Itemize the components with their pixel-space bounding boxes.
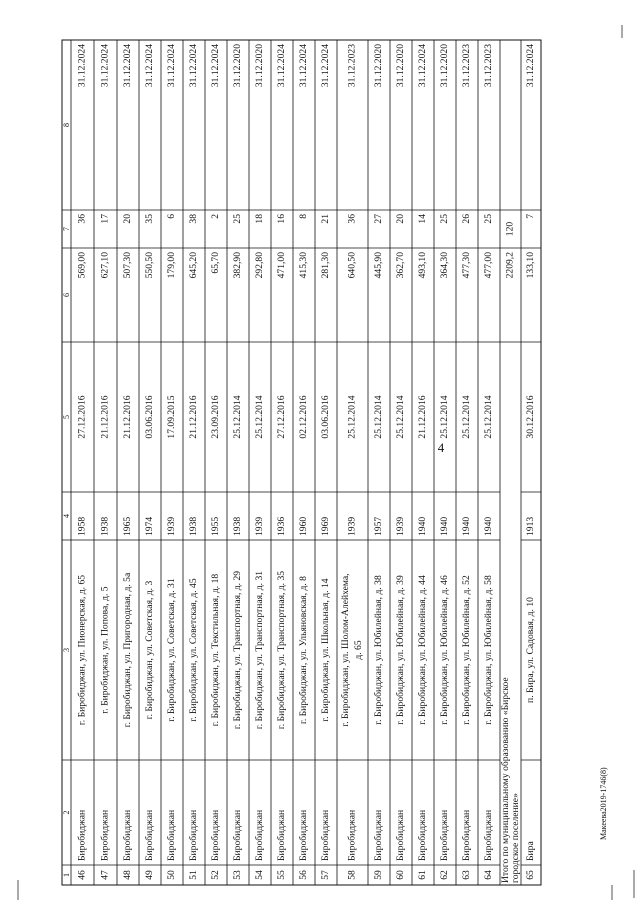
cell-area: 445,90 — [373, 252, 385, 279]
subtotal-residents: 120 — [504, 221, 516, 237]
cell-deadline: 31.12.2024 — [166, 44, 178, 88]
cell-year: 1957 — [373, 516, 385, 536]
cell-settlement: Биробиджан — [276, 809, 288, 861]
cell-deadline: 31.12.2024 — [144, 44, 156, 88]
cell-number: 55 — [276, 870, 288, 880]
cell-year: 1938 — [99, 516, 111, 536]
cell-number: 53 — [232, 870, 244, 880]
cell-residents: 21 — [320, 214, 332, 224]
cell-area: 645,20 — [188, 252, 200, 279]
cell-date: 02.12.2016 — [298, 395, 310, 439]
cell-settlement: Биробиджан — [188, 809, 200, 861]
cell-residents: 36 — [346, 214, 358, 224]
cell-deadline: 31.12.2020 — [373, 44, 385, 88]
cell-area: 507,30 — [122, 252, 134, 279]
cell-settlement: Биробиджан — [166, 809, 178, 861]
cell-address: г. Биробиджан, ул. Юбилейная, д. 39 — [395, 575, 407, 725]
cell-year: 1974 — [144, 516, 156, 536]
cell-area: 65,70 — [210, 252, 222, 274]
cell-deadline: 31.12.2024 — [210, 44, 222, 88]
header-cell: 1 — [61, 873, 71, 877]
subtotal-label-line: городское поселение» — [510, 793, 522, 883]
cell-number: 57 — [320, 870, 332, 880]
cell-area: 477,30 — [461, 252, 473, 279]
header-cell: 2 — [61, 810, 71, 815]
cell-address: г. Биробиджан, ул. Пионерская, д. 65 — [76, 574, 88, 726]
cell-area: 292,80 — [254, 252, 266, 279]
cell-deadline: 31.12.2023 — [461, 44, 473, 88]
cell-year: 1940 — [417, 516, 429, 536]
cell-area: 627,10 — [99, 252, 111, 279]
cell-address-line: г. Биробиджан, ул. Шолом-Алейхема, — [340, 573, 352, 727]
cell-deadline: 31.12.2024 — [76, 44, 88, 88]
cell-year: 1938 — [232, 516, 244, 536]
cell-settlement: Биробиджан — [210, 809, 222, 861]
cell-deadline: 31.12.2020 — [439, 44, 451, 88]
cell-year: 1958 — [76, 516, 88, 536]
cell-address: г. Биробиджан, ул. Юбилейная, д. 38 — [373, 575, 385, 725]
cell-residents: 20 — [395, 214, 407, 224]
cell-residents: 14 — [417, 214, 429, 224]
cell-residents: 25 — [483, 214, 495, 224]
cell-area: 179,00 — [166, 252, 178, 279]
cell-area: 415,30 — [298, 252, 310, 279]
cell-settlement: Биробиджан — [395, 809, 407, 861]
cell-date: 03.06.2016 — [144, 395, 156, 439]
header-cell: 8 — [61, 123, 71, 127]
cell-settlement: Биробиджан — [99, 809, 111, 861]
cell-deadline: 31.12.2024 — [122, 44, 134, 88]
cell-year: 1965 — [122, 516, 134, 536]
rotated-table — [62, 40, 541, 885]
cell-address: г. Биробиджан, ул. Юбилейная, д. 52 — [461, 575, 473, 725]
cell-number: 47 — [99, 870, 111, 880]
cell-number: 48 — [122, 870, 134, 880]
cell-settlement: Биробиджан — [417, 809, 429, 861]
cell-address: г. Биробиджан, ул. Юбилейная, д. 44 — [417, 575, 429, 725]
cell-number: 50 — [166, 870, 178, 880]
cell-date: 25.12.2014 — [461, 395, 473, 439]
cell-residents: 27 — [373, 214, 385, 224]
cell-deadline: 31.12.2020 — [232, 44, 244, 88]
cell-number: 52 — [210, 870, 222, 880]
cell-deadline: 31.12.2020 — [254, 44, 266, 88]
cell-number: 60 — [395, 870, 407, 880]
header-cell: 7 — [61, 227, 71, 231]
cell-address: г. Биробиджан, ул. Ульяновская, д. 8 — [298, 576, 310, 724]
cell-area: 640,50 — [346, 252, 358, 279]
cell-address: г. Биробиджан, ул. Советская, д. 3 — [144, 580, 156, 720]
cell-date: 25.12.2014 — [254, 395, 266, 439]
cell-settlement: Биробиджан — [320, 809, 332, 861]
cell-residents: 17 — [99, 214, 111, 224]
cell-year: 1939 — [254, 516, 266, 536]
cell-date: 30.12.2016 — [525, 395, 537, 439]
cell-settlement: Биробиджан — [122, 809, 134, 861]
cell-number: 65 — [525, 870, 537, 880]
cell-settlement: Биробиджан — [232, 809, 244, 861]
cell-address: г. Биробиджан, ул. Советская, д. 31 — [166, 578, 178, 722]
cell-residents: 7 — [525, 214, 537, 219]
cell-address: г. Биробиджан, ул. Пригородная, д. 5а — [122, 572, 134, 728]
header-cell: 6 — [61, 293, 71, 297]
cell-year: 1940 — [461, 516, 473, 536]
footer-code: Макеева2019-1746(8) — [599, 767, 608, 840]
cell-residents: 38 — [188, 214, 200, 224]
cell-address: г. Биробиджан, ул. Советская, д. 45 — [188, 578, 200, 722]
cell-address: г. Биробиджан, ул. Транспортная, д. 29 — [232, 570, 244, 730]
cell-date: 25.12.2014 — [232, 395, 244, 439]
cell-year: 1955 — [210, 516, 222, 536]
cell-area: 477,00 — [483, 252, 495, 279]
cell-area: 471,00 — [276, 252, 288, 279]
cell-year: 1940 — [439, 516, 451, 536]
cell-date: 17.09.2015 — [166, 395, 178, 439]
cell-residents: 8 — [298, 214, 310, 219]
cell-residents: 6 — [166, 214, 178, 219]
cell-year: 1940 — [483, 516, 495, 536]
subtotal-label-line: Итого по муниципальному образованию «Бирское — [500, 677, 512, 883]
cell-number: 51 — [188, 870, 200, 880]
cell-number: 59 — [373, 870, 385, 880]
cell-area: 281,30 — [320, 252, 332, 279]
cell-date: 21.12.2016 — [99, 395, 111, 439]
cell-number: 54 — [254, 870, 266, 880]
cell-address: п. Бира, ул. Садовая, д. 10 — [525, 597, 537, 703]
cell-residents: 18 — [254, 214, 266, 224]
cell-date: 25.12.2014 — [439, 395, 451, 439]
cell-date: 25.12.2014 — [346, 395, 358, 439]
cell-year: 1939 — [166, 516, 178, 536]
cell-address: г. Биробиджан, ул. Юбилейная, д. 58 — [483, 575, 495, 725]
cell-residents: 25 — [232, 214, 244, 224]
cell-number: 63 — [461, 870, 473, 880]
cell-address: г. Биробиджан, ул. Юбилейная, д. 46 — [439, 575, 451, 725]
cell-number: 49 — [144, 870, 156, 880]
cell-deadline: 31.12.2023 — [483, 44, 495, 88]
cell-settlement: Биробиджан — [76, 809, 88, 861]
cell-address: г. Биробиджан, ул. Текстильная, д. 18 — [210, 573, 222, 727]
cell-settlement: Биробиджан — [298, 809, 310, 861]
cell-address: г. Биробиджан, ул. Транспортная, д. 35 — [276, 570, 288, 730]
cell-year: 1938 — [188, 516, 200, 536]
cell-year: 1913 — [525, 516, 537, 536]
cell-number: 62 — [439, 870, 451, 880]
cell-deadline: 31.12.2024 — [99, 44, 111, 88]
cell-address: г. Биробиджан, ул. Школьная, д. 14 — [320, 578, 332, 722]
header-cell: 5 — [61, 415, 71, 419]
cell-deadline: 31.12.2023 — [346, 44, 358, 88]
cell-settlement: Биробиджан — [346, 809, 358, 861]
cell-residents: 35 — [144, 214, 156, 224]
subtotal-area: 2209,2 — [504, 252, 516, 279]
cell-date: 03.06.2016 — [320, 395, 332, 439]
cell-date: 27.12.2016 — [276, 395, 288, 439]
cell-residents: 20 — [122, 214, 134, 224]
cell-address: г. Биробиджан, ул. Транспортная, д. 31 — [254, 570, 266, 730]
scan-margin-marks — [18, 25, 634, 900]
cell-deadline: 31.12.2024 — [298, 44, 310, 88]
cell-residents: 36 — [76, 214, 88, 224]
cell-date: 25.12.2014 — [373, 395, 385, 439]
cell-number: 61 — [417, 870, 429, 880]
cell-year: 1969 — [320, 516, 332, 536]
cell-number: 56 — [298, 870, 310, 880]
cell-area: 382,90 — [232, 252, 244, 279]
cell-area: 362,70 — [395, 252, 407, 279]
cell-deadline: 31.12.2024 — [276, 44, 288, 88]
cell-number: 64 — [483, 870, 495, 880]
cell-settlement: Биробиджан — [483, 809, 495, 861]
cell-residents: 2 — [210, 214, 222, 219]
cell-date: 23.09.2016 — [210, 395, 222, 439]
cell-deadline: 31.12.2024 — [188, 44, 200, 88]
cell-residents: 25 — [439, 214, 451, 224]
page-number: 4 — [437, 440, 445, 455]
cell-year: 1960 — [298, 516, 310, 536]
cell-area: 569,00 — [76, 252, 88, 279]
cell-year: 1936 — [276, 516, 288, 536]
cell-year: 1939 — [395, 516, 407, 536]
table-border — [62, 40, 541, 885]
cell-date: 27.12.2016 — [76, 395, 88, 439]
cell-settlement: Биробиджан — [373, 809, 385, 861]
cell-date: 21.12.2016 — [122, 395, 134, 439]
cell-address-line: д. 65 — [353, 640, 365, 660]
cell-settlement: Биробиджан — [254, 809, 266, 861]
cell-number: 58 — [346, 870, 358, 880]
header-cell: 3 — [61, 648, 71, 652]
cell-deadline: 31.12.2024 — [525, 44, 537, 88]
cell-deadline: 31.12.2024 — [417, 44, 429, 88]
cell-residents: 16 — [276, 214, 288, 224]
cell-address: г. Биробиджан, ул. Попова, д. 5 — [99, 586, 111, 714]
cell-date: 25.12.2014 — [483, 395, 495, 439]
cell-area: 550,50 — [144, 252, 156, 279]
cell-number: 46 — [76, 870, 88, 880]
cell-settlement: Биробиджан — [439, 809, 451, 861]
cell-date: 25.12.2014 — [395, 395, 407, 439]
cell-year: 1939 — [346, 516, 358, 536]
cell-settlement: Бира — [525, 841, 537, 861]
header-cell: 4 — [61, 514, 71, 518]
cell-date: 21.12.2016 — [417, 395, 429, 439]
cell-residents: 26 — [461, 214, 473, 224]
cell-area: 493,10 — [417, 252, 429, 279]
cell-area: 364,30 — [439, 252, 451, 279]
cell-date: 21.12.2016 — [188, 395, 200, 439]
cell-settlement: Биробиджан — [144, 809, 156, 861]
cell-deadline: 31.12.2020 — [395, 44, 407, 88]
cell-settlement: Биробиджан — [461, 809, 473, 861]
cell-area: 133,10 — [525, 252, 537, 279]
cell-deadline: 31.12.2024 — [320, 44, 332, 88]
